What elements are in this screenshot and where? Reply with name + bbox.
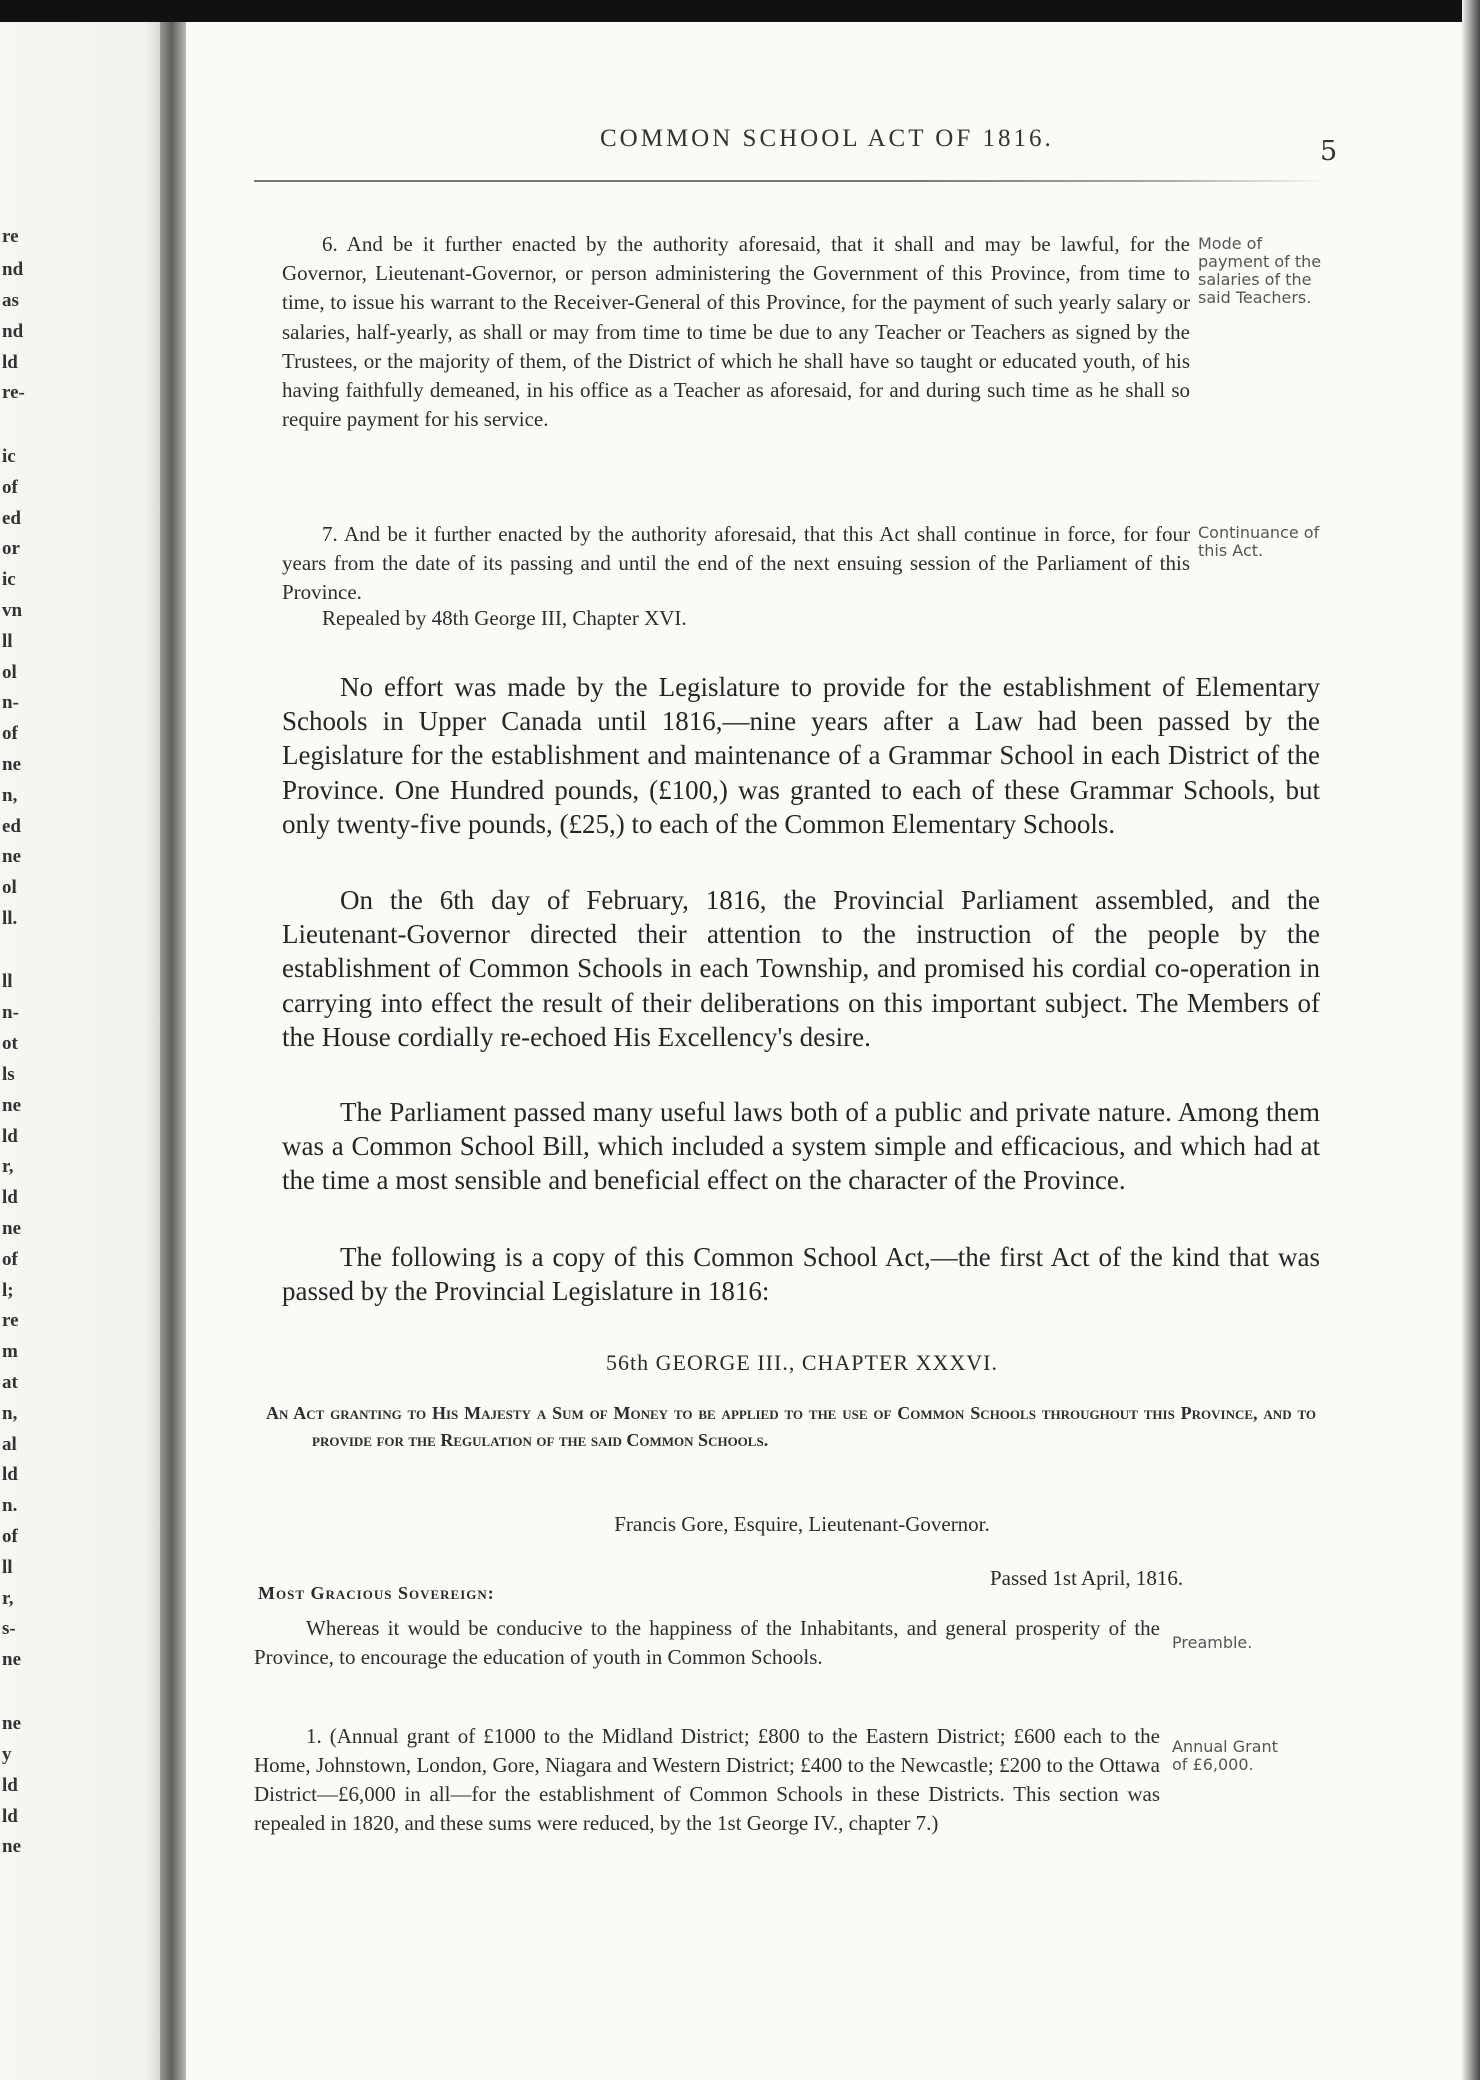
act-salutation: Most Gracious Sovereign: xyxy=(258,1583,495,1603)
left-page-fragment: ls xyxy=(2,1064,15,1085)
left-page-fragment: al xyxy=(2,1434,17,1455)
left-page-fragment: r, xyxy=(2,1156,14,1177)
narrative-paragraph-2: On the 6th day of February, 1816, the Provincial Parliament assembled, and the Lieutenant-Governor directed their attention to the instruction of the people by the establishment of Common Schools in each Township, and promised his cordial co-operation in carrying into effect the result of their deliberations on this important subject. The Members of the House cordially re-echoed His Excellency's desire. xyxy=(282,885,1320,1052)
left-page-fragment: l; xyxy=(2,1280,14,1301)
left-page-fragment: re- xyxy=(2,382,25,403)
act-governor: Francis Gore, Esquire, Lieutenant-Governor. xyxy=(614,1512,990,1536)
left-page-fragment: n, xyxy=(2,785,18,806)
left-page-fragment: n- xyxy=(2,692,19,713)
left-page-fragment: n. xyxy=(2,1495,18,1516)
left-page-fragment: at xyxy=(2,1372,18,1393)
act-preamble: Whereas it would be conducive to the happiness of the Inhabitants, and general prosperity of the Province, to encourage the education of youth in Common Schools. xyxy=(254,1616,1160,1669)
act-title xyxy=(266,1400,1316,1454)
left-page-fragment: ne xyxy=(2,1095,21,1116)
left-page-fragment: m xyxy=(2,1341,18,1362)
preamble-margin-note: Preamble. xyxy=(1172,1633,1253,1652)
act-title-text: An Act granting to His Majesty a Sum of Money to be applied to the use of Common Schools throughout this Province, and to provide for the Regulation of the said Common Schools. xyxy=(266,1403,1316,1450)
left-page-fragment: ot xyxy=(2,1033,18,1054)
left-page-fragment: ed xyxy=(2,508,21,529)
left-page-fragment: ld xyxy=(2,352,18,373)
left-page-fragment: as xyxy=(2,290,19,311)
right-edge-shadow xyxy=(1462,0,1480,2080)
left-page-fragment: ic xyxy=(2,446,16,467)
left-page-fragment: ne xyxy=(2,1649,21,1670)
left-page-fragment: ld xyxy=(2,1775,18,1796)
left-page-fragment: ll. xyxy=(2,908,18,929)
left-page-fragment: ne xyxy=(2,1218,21,1239)
running-title: COMMON SCHOOL ACT OF 1816. xyxy=(600,125,1054,152)
narrative-paragraph-1: No effort was made by the Legislature to provide for the establishment of Elementary Schools in Upper Canada until 1816,—nine years after a Law had been passed by the Legislature for the establishment and maintenance of a Grammar School in each District of the Province. One Hundred pounds, (£100,) was granted to each of these Grammar Schools, but only twenty-five pounds, (£25,) to each of the Common Elementary Schools. xyxy=(282,672,1320,839)
header-rule xyxy=(254,180,1330,182)
left-page-fragment: ld xyxy=(2,1806,18,1827)
left-page-fragment: n- xyxy=(2,1002,19,1023)
left-page-fragment: ol xyxy=(2,877,17,898)
left-page-fragment: y xyxy=(2,1744,12,1765)
left-page-fragment: vn xyxy=(2,600,23,621)
scan-top-edge xyxy=(0,0,1480,22)
left-page-fragment: ld xyxy=(2,1464,18,1485)
left-page-fragment: re xyxy=(2,226,19,247)
left-page-fragment: ld xyxy=(2,1126,18,1147)
left-page-fragment: nd xyxy=(2,259,24,280)
left-page-fragment: ll xyxy=(2,971,13,992)
left-page-fragment: re xyxy=(2,1310,19,1331)
book-spine xyxy=(160,22,186,2080)
left-page-fragment: n, xyxy=(2,1403,18,1424)
left-page-fragment: of xyxy=(2,477,18,498)
left-page-fragment: s- xyxy=(2,1618,16,1639)
left-page-fragment: ne xyxy=(2,754,21,775)
section-7-margin-note: Continuance of this Act. xyxy=(1198,523,1320,560)
section-6-text: 6. And be it further enacted by the authority aforesaid, that it shall and may be lawful, for the Governor, Lieutenant-Governor, or person administering the Government of this Province, from time to time, to issue his warrant to the Receiver-General of this Province, for the payment of such yearly salary or salaries, half-yearly, as shall or may from time to time be due to any Teacher or Teachers as signed by the Trustees, or the majority of them, of the District of which he shall have so taught or educated youth, of his having faithfully demeaned, in his office as a Teacher as aforesaid, for and during such time as he shall so require payment for his service. xyxy=(282,232,1190,432)
left-page-fragment: of xyxy=(2,1249,18,1270)
left-page-strip xyxy=(0,22,178,2080)
left-page-fragment: ne xyxy=(2,846,21,867)
section-6-margin-note: Mode of payment of the salaries of the said Teachers. xyxy=(1198,234,1322,307)
left-page-fragment: of xyxy=(2,1526,18,1547)
act-section-1: 1. (Annual grant of £1000 to the Midland District; £800 to the Eastern District; £600 each to the Home, Johnstown, London, Gore, Niagara and Western District; £400 to the Newcastle; £200 to the Ottawa District—£6,000 in all—for the establishment of Common Schools in these Districts. This section was repealed in 1820, and these sums were reduced, by the 1st George IV., chapter 7.) xyxy=(254,1724,1160,1835)
left-page-fragment: ic xyxy=(2,569,16,590)
narrative-paragraph-3: The Parliament passed many useful laws both of a public and private nature. Among them was a Common School Bill, which included a system simple and efficacious, and which had at the time a most sensible and beneficial effect on the character of the Province. xyxy=(282,1097,1320,1196)
left-page-fragment: ne xyxy=(2,1713,21,1734)
left-page-fragment: ld xyxy=(2,1187,18,1208)
left-page-fragment: ne xyxy=(2,1836,21,1857)
narrative-paragraph-4: The following is a copy of this Common School Act,—the first Act of the kind that was passed by the Provincial Legislature in 1816: xyxy=(282,1242,1320,1307)
left-page-fragment: ed xyxy=(2,816,21,837)
left-page-fragment: ll xyxy=(2,631,13,652)
act-passed-date: Passed 1st April, 1816. xyxy=(990,1566,1184,1590)
section-7-text: 7. And be it further enacted by the authority aforesaid, that this Act shall continue in force, for four years from the date of its passing and until the end of the next ensuing session of the Parliament of this Province. xyxy=(282,522,1190,605)
left-page-fragment: ol xyxy=(2,662,17,683)
left-page-fragment: ll xyxy=(2,1557,13,1578)
left-page-fragment: nd xyxy=(2,321,24,342)
left-page-fragment: r, xyxy=(2,1588,14,1609)
act-chapter-heading: 56th GEORGE III., CHAPTER XXXVI. xyxy=(606,1350,998,1375)
repeal-note: Repealed by 48th George III, Chapter XVI. xyxy=(322,606,687,630)
left-page-fragment: or xyxy=(2,538,20,559)
left-page-fragment: of xyxy=(2,723,18,744)
section-1-margin-note: Annual Grant of £6,000. xyxy=(1172,1737,1278,1774)
page-number: 5 xyxy=(1320,136,1338,167)
